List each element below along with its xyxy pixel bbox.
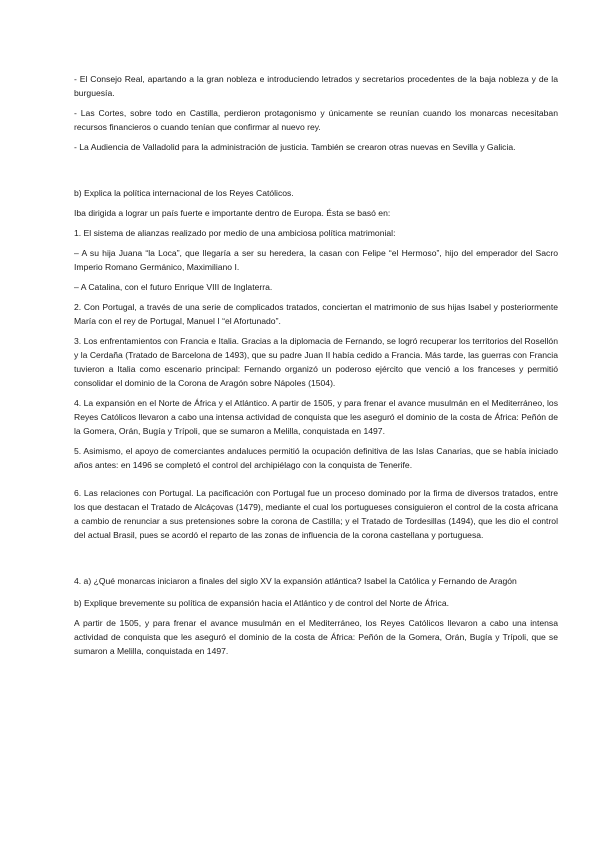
paragraph-juana: – A su hija Juana “la Loca”, que llegaría a ser su heredera, la casan con Felipe “el Hermoso”, hijo del emperador del Sacro Imperio Romano Germánico, Maximiliano I.: [74, 248, 558, 272]
question-4a: 4. a) ¿Qué monarcas iniciaron a finales del siglo XV la expansión atlántica? Isabel la Católica y Fernando de Aragón: [74, 576, 517, 586]
question-4b-heading: b) Explique brevemente su política de expansión hacia el Atlántico y de control del Norte de África.: [74, 598, 449, 608]
question-b-heading: b) Explica la política internacional de los Reyes Católicos.: [74, 188, 294, 198]
paragraph-consejo-real: - El Consejo Real, apartando a la gran nobleza e introduciendo letrados y secretarios procedentes de la baja nobleza y de la burguesía.: [74, 74, 558, 98]
paragraph-intro: Iba dirigida a lograr un país fuerte e importante dentro de Europa. Ésta se basó en:: [74, 208, 391, 218]
paragraph-cortes: - Las Cortes, sobre todo en Castilla, perdieron protagonismo y únicamente se reunían cuando los monarcas necesitaban recursos financieros o cuando tenían que confirmar al nuevo rey.: [74, 108, 558, 132]
paragraph-francia-italia: 3. Los enfrentamientos con Francia e Italia. Gracias a la diplomacia de Fernando, se logró recuperar los territorios del Rosellón y la Cerdaña (Tratado de Barcelona de 1493), que su padre Juan II había cedido a Francia. Más tarde, las guerras con Francia tuvieron a Italia como escenario principal: Fernando organizó un poderoso ejército que venció a los franceses y permitió consolidar el dominio de la Corona de Aragón sobre Nápoles (1504).: [74, 336, 558, 388]
paragraph-catalina: – A Catalina, con el futuro Enrique VIII de Inglaterra.: [74, 282, 273, 292]
section-spacer: [74, 478, 558, 486]
paragraph-canarias: 5. Asimismo, el apoyo de comerciantes andaluces permitió la ocupación definitiva de las Islas Canarias, que se había iniciado años antes: en 1496 se completó el control del archipiélago con la conquista de Tenerife.: [74, 446, 558, 470]
paragraph-audiencia: - La Audiencia de Valladolid para la administración de justicia. También se crearon otras nuevas en Sevilla y Galicia.: [74, 142, 516, 152]
paragraph-portugal-matrimonio: 2. Con Portugal, a través de una serie de complicados tratados, conciertan el matrimonio de sus hijas Isabel y posteriormente María con el rey de Portugal, Manuel I “el Afortunado”.: [74, 302, 558, 326]
document-body: [74, 72, 558, 664]
paragraph-expansion-africa: 4. La expansión en el Norte de África y el Atlántico. A partir de 1505, y para frenar el avance musulmán en el Mediterráneo, los Reyes Católicos llevaron a cabo una intensa actividad de conquista que les aseguró el dominio de la costa de África: Peñón de la Gomera, Orán, Bugía y Trípoli, que se sumaron a Melilla, conquistada en 1497.: [74, 398, 558, 436]
paragraph-answer-4b: A partir de 1505, y para frenar el avance musulmán en el Mediterráneo, los Reyes Católicos llevaron a cabo una intensa actividad de conquista que les aseguró el dominio de la costa de África: Peñón de la Gomera, Orán, Bugía y Trípoli, que se sumaron a Melilla, conquistada en 1497.: [74, 618, 558, 656]
paragraph-relaciones-portugal: 6. Las relaciones con Portugal. La pacificación con Portugal fue un proceso dominado por la firma de diversos tratados, entre los que destacan el Tratado de Alcáçovas (1479), mediante el cual los portugueses consiguieron el control de la costa africana a cambio de renunciar a sus pretensiones sobre la corona de Castilla; y el Tratado de Tordesillas (1494), que les dio el control del actual Brasil, pues se acordó el reparto de las zonas de influencia de la corona castellana y portuguesa.: [74, 488, 558, 540]
section-spacer: [74, 160, 558, 186]
section-spacer: [74, 548, 558, 574]
paragraph-alianzas: 1. El sistema de alianzas realizado por medio de una ambiciosa política matrimonial:: [74, 228, 396, 238]
